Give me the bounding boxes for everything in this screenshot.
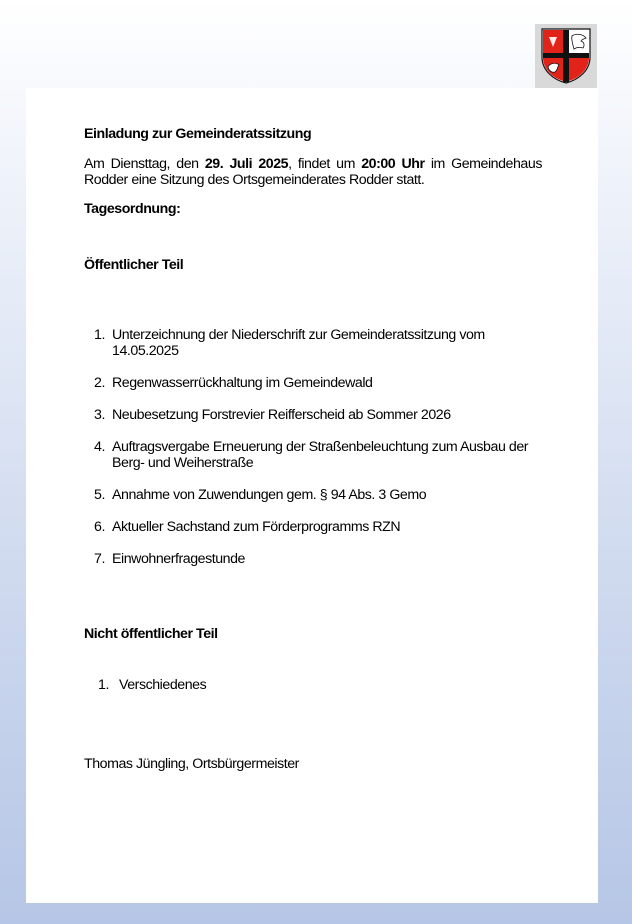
agenda-item [84, 487, 532, 503]
public-agenda-list [84, 327, 542, 567]
intro-text-3: im Gemeindehaus Rodder eine Sitzung des Ortsgemeinderates Rodder statt. [84, 156, 542, 188]
agenda-item-text: Aktueller Sachstand zum Förderprogramms RZN [112, 519, 401, 535]
agenda-item-number: 6. [94, 519, 105, 535]
agenda-item [84, 407, 532, 423]
agenda-item-text: Verschiedenes [119, 677, 207, 693]
signature: Thomas Jüngling, Ortsbürgermeister [84, 756, 299, 772]
agenda-item [84, 375, 532, 391]
agenda-item [84, 551, 532, 567]
agenda-item-number: 3. [94, 407, 105, 423]
document-page [26, 88, 598, 903]
agenda-item [84, 439, 532, 471]
agenda-item [84, 677, 542, 693]
public-section-heading: Öffentlicher Teil [84, 257, 184, 273]
agenda-item-number: 4. [94, 439, 105, 455]
intro-text-2: , findet um [288, 156, 362, 172]
agenda-heading: Tagesordnung: [84, 201, 181, 217]
document-content [84, 126, 542, 772]
agenda-item-number: 5. [94, 487, 105, 503]
agenda-item-number: 1. [98, 677, 109, 693]
agenda-item [84, 519, 532, 535]
agenda-item-text: Regenwasserrückhaltung im Gemeindewald [112, 375, 373, 391]
meeting-time: 20:00 Uhr [361, 156, 425, 172]
private-agenda-list [84, 677, 542, 693]
private-section-heading: Nicht öffentlicher Teil [84, 626, 218, 642]
meeting-date: 29. Juli 2025 [204, 156, 289, 172]
agenda-item-number: 1. [94, 327, 105, 343]
municipal-crest [535, 24, 597, 88]
agenda-item-text: Unterzeichnung der Niederschrift zur Gemeinderatssitzung vom 14.05.2025 [112, 327, 485, 359]
agenda-item [84, 327, 532, 359]
agenda-item-text: Annahme von Zuwendungen gem. § 94 Abs. 3 Gemo [112, 487, 427, 503]
intro-paragraph [84, 156, 542, 188]
intro-text-1: Am Diensttag, den [84, 156, 205, 172]
agenda-item-number: 2. [94, 375, 105, 391]
agenda-item-text: Neubesetzung Forstrevier Reifferscheid ab Sommer 2026 [112, 407, 451, 423]
agenda-item-text: Einwohnerfragestunde [112, 551, 245, 567]
agenda-item-text: Auftragsvergabe Erneuerung der Straßenbeleuchtung zum Ausbau der Berg- und Weiherstraße [112, 439, 529, 471]
agenda-item-number: 7. [94, 551, 105, 567]
document-title: Einladung zur Gemeinderatssitzung [84, 126, 312, 142]
coat-of-arms-icon [540, 27, 592, 85]
